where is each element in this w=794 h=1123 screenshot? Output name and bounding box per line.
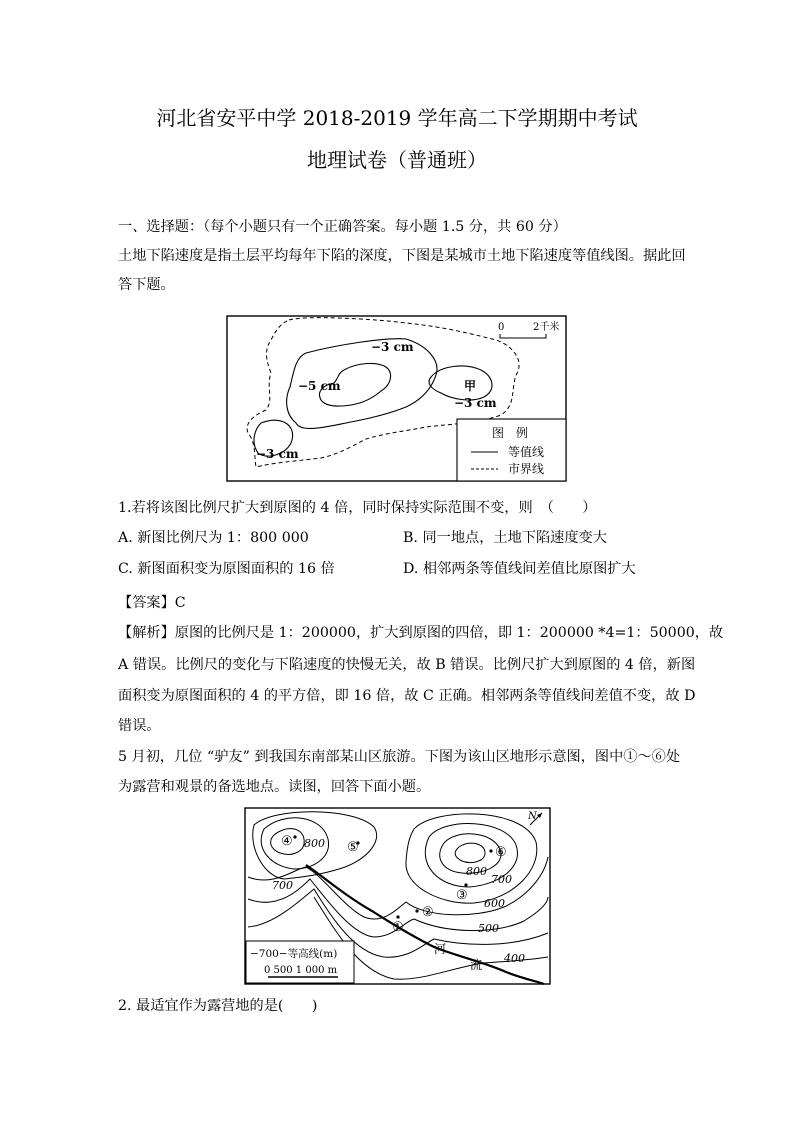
question-2-stem: 2. 最适宜作为露营地的是( ) (118, 998, 318, 1014)
label-minus3-bottom: −3 cm (256, 447, 299, 461)
legend-boundary: 市界线 (508, 462, 545, 476)
label-minus5: −5 cm (298, 379, 341, 393)
river-label-1: 河 (434, 942, 447, 956)
question-1-answer: 【答案】C (118, 595, 186, 611)
point-1: ① (392, 920, 404, 935)
topo-legend-scale: 0 500 1 000 m (264, 965, 338, 976)
label-700-left: 700 (272, 879, 293, 892)
scale-end: 2千米 (533, 322, 560, 333)
question-1-analysis-2: A 错误。比例尺的变化与下陷速度的快慢无关，故 B 错误。比例尺扩大到原图的 4 倍，新图 (118, 657, 696, 673)
exam-title-line2: 地理试卷（普通班） (307, 148, 487, 172)
point-2: ② (422, 905, 434, 920)
intro-paragraph-2-cont: 为露营和观景的备选地点。读图，回答下面小题。 (118, 779, 431, 795)
legend-contour: 等值线 (508, 445, 545, 459)
intro-paragraph-1-cont: 答下题。 (118, 277, 175, 293)
subsidence-contour-map (226, 315, 567, 482)
question-1-option-b: B. 同一地点，土地下陷速度变大 (403, 530, 607, 546)
label-700-right: 700 (491, 873, 512, 886)
question-1-option-d: D. 相邻两条等值线间差值比原图扩大 (403, 561, 636, 577)
label-minus3-jia: −3 cm (454, 396, 497, 410)
north-label: N (528, 811, 537, 822)
point-6: ⑥ (495, 845, 507, 860)
intro-paragraph-2: 5 月初，几位 “驴友” 到我国东南部某山区旅游。下图为该山区地形示意图，图中①～⑥处 (118, 749, 681, 765)
label-jia: 甲 (464, 379, 477, 393)
question-1-analysis-3: 面积变为原图面积的 4 的平方倍，即 16 倍，故 C 正确。相邻两条等值线间差值不变，故 D (118, 688, 696, 704)
intro-paragraph-1: 土地下陷速度是指土层平均每年下陷的深度，下图是某城市土地下陷速度等值线图。据此回 (118, 248, 686, 264)
question-1-option-a: A. 新图比例尺为 1：800 000 (118, 530, 309, 546)
label-600: 600 (484, 897, 505, 910)
label-minus3-top: −3 cm (371, 340, 414, 354)
question-1-stem: 1.若将该图比例尺扩大到原图的 4 倍，同时保持实际范围不变，则 （ ） (118, 500, 597, 516)
scale-zero: 0 (498, 322, 505, 333)
point-3: ③ (456, 888, 468, 903)
label-400: 400 (504, 952, 525, 965)
label-500: 500 (478, 922, 499, 935)
question-1-analysis-4: 错误。 (118, 718, 161, 734)
point-5: ⑤ (347, 840, 359, 855)
label-800-right: 800 (466, 865, 487, 878)
topo-legend-contour: −700−等高线(m) (250, 948, 338, 960)
label-800-left: 800 (304, 837, 325, 850)
question-1-option-c: C. 新图面积变为原图面积的 16 倍 (118, 561, 335, 577)
question-1-analysis-1: 【解析】原图的比例尺是 1：200000，扩大到原图的四倍，即 1：200000 *4=1：50000，故 (118, 625, 724, 641)
point-4: ④ (281, 834, 293, 849)
exam-title-line1: 河北省安平中学 2018-2019 学年高二下学期期中考试 (156, 106, 638, 130)
river-label-2: 流 (470, 958, 483, 972)
legend-title: 图 例 (492, 426, 529, 440)
section-heading: 一、选择题：（每个小题只有一个正确答案。每小题 1.5 分，共 60 分） (118, 219, 567, 235)
topographic-map (244, 807, 551, 985)
